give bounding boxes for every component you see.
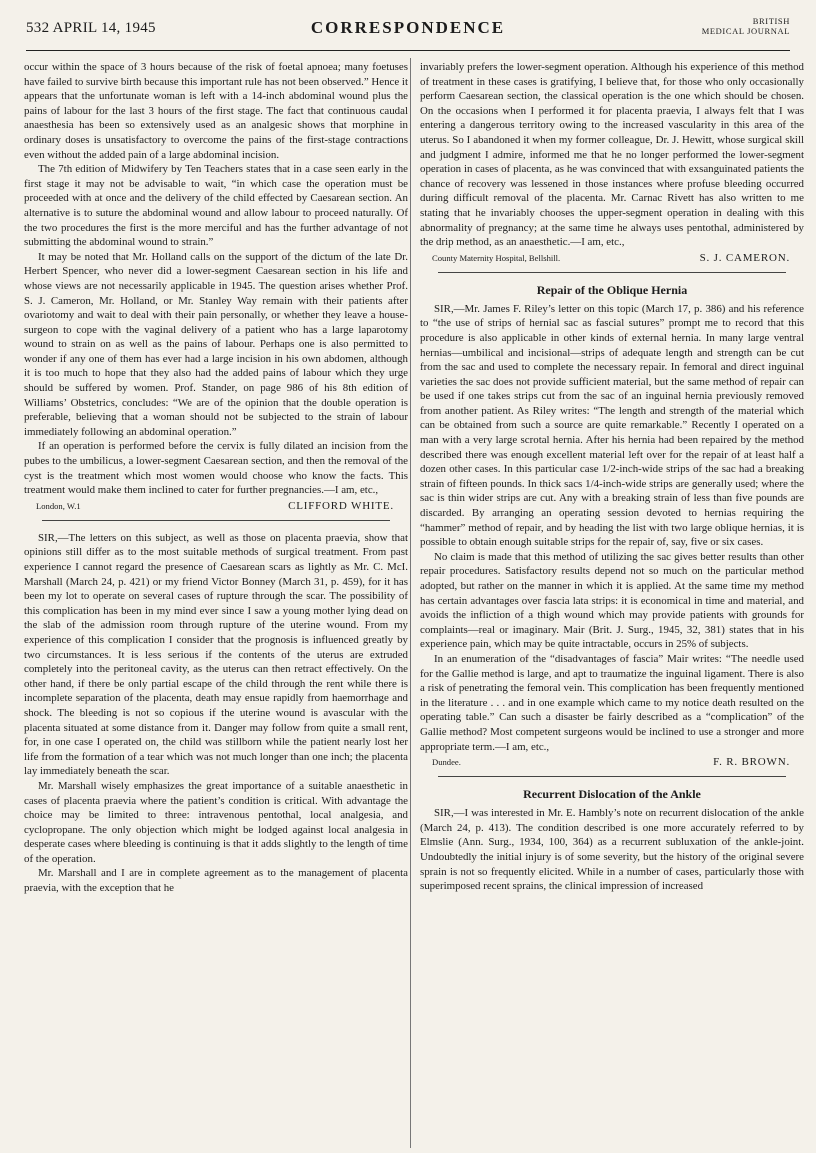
- journal-name-line2: MEDICAL JOURNAL: [701, 26, 790, 36]
- signature-name: CLIFFORD WHITE.: [288, 499, 394, 512]
- page-header: [26, 14, 790, 51]
- section-title: CORRESPONDENCE: [310, 18, 506, 37]
- signature-place: Dundee.: [432, 757, 461, 768]
- paragraph: No claim is made that this method of utilizing the sac gives better results than other repair procedures. Satisfactory results depend not so much on the particular method adopted, but rather on the manner in which it is applied. At the same time my method has certain advantages over fascia lata strips: it is economical in time and material, and avoids the infliction of a thigh wound which may provide patients with grounds for complaints—real or imaginary. Mair (Brit. J. Surg., 1945, 32, 381) states that in his experience pain, which may be quite intractable, occurs in 25% of subjects.: [420, 550, 804, 651]
- paragraph: If an operation is performed before the cervix is fully dilated an incision from the pubes to the umbilicus, a lower-segment Caesarean section, and then the removal of the cyst is the treatment which most women would choose who know the facts. This treatment would make them inclined to cater for further pregnancies.—I am, etc.,: [24, 440, 408, 497]
- signature-place: County Maternity Hospital, Bellshill.: [432, 252, 561, 263]
- signature-place: London, W.1: [36, 500, 81, 511]
- paragraph: In an enumeration of the “disadvantages of fascia” Mair writes: “The needle used for the Gallie method is large, and apt to traumatize the inguinal ligament. There is also a risk of penetrating the femoral vein. This complication has been frequently mentioned in the literature . . . and in one example which came to my notice death resulted on the operating table.” Can such a disaster be fairly described as a “complication” of the Gallie method? Most competent surgeons would be inclined to use a stronger and more appropriate term.—I am, etc.,: [420, 652, 804, 753]
- signature: [420, 756, 804, 768]
- section-divider: [438, 776, 786, 777]
- right-column: [420, 60, 804, 894]
- left-column: [24, 60, 408, 896]
- signature: [24, 500, 408, 512]
- paragraph: SIR,—The letters on this subject, as well as those on placenta praevia, show that opinions still differ as to the most suitable methods of surgical treatment. From past experience I cannot regard the presence of Caesarean scars as lightly as Mr. C. McI. Marshall (March 24, p. 421) or my friend Victor Bonney (March 31, p. 459), for it has been my lot to operate on several cases of rupture through the scar. The possibility of this complication has been in my mind ever since I saw a young mother lying dead on the slab of the admission room through rupture of the uterine wound. From my experience of this complication I consider that the prognosis is influenced greatly by two circumstances. It is less serious if the contents of the uterus are extruded completely into the peritoneal cavity, as the uterus can then retract effectively. On the other hand, if there be only partial escape of the child through the rent while there is incomplete separation of the placenta, death may ensue rapidly from haemorrhage and shock. The bleeding is not so copious if the uterine wound is avascular with the placenta situated at some distance from it. Danger may follow from quite a small rent, for, in one case I operated on, the child was stillborn while the patient nearly lost her life from the formation of a tear which was not much longer than one inch; the placenta lay immediately beneath the scar.: [24, 531, 408, 778]
- page-number-date: 532 APRIL 14, 1945: [26, 20, 156, 36]
- paragraph: invariably prefers the lower-segment operation. Although his experience of this method of treatment in these cases is gratifying, I believe that, for those who only occasionally perform Caesarean section, the classical operation is the one which should be chosen. On the occasions when I performed it for placenta praevia, I always felt that I was entering a dangerous territory owing to the increased vascularity in this area of the uterus. So I abandoned it when my former colleague, Dr. J. Hewitt, whose surgical skill and judgment I admire, informed me that he no longer performed the lower-segment operation in cases of placenta, as he was convinced that with exsanguinated patients the chance of recovery was lessened in those instances where profuse bleeding occurred during difficult removal of the placenta. Mr. Carnac Rivett has also written to me stating that he invariably chooses the upper-segment operation in dealing with this abnormality of pregnancy; at the same time he always uses pentothal, administered by the drip method, as an anaesthetic.—I am, etc.,: [420, 61, 804, 249]
- signature-name: F. R. BROWN.: [713, 756, 790, 769]
- article-heading: Repair of the Oblique Hernia: [536, 282, 688, 297]
- paragraph: The 7th edition of Midwifery by Ten Teachers states that in a case seen early in the first stage it may not be advisable to wait, “in which case the operation must be proceeded with at once and the delivery of the child effected by Caesarean section. An alternative is to suture the abdominal wound and allow labour to proceed naturally. Of the two procedures the first is the more merciful and has the further advantage of not submitting the abdominal wound to strain.”: [24, 163, 408, 249]
- paragraph: It may be noted that Mr. Holland calls on the support of the dictum of the late Dr. Herbert Spencer, who never did a lower-segment Caesarean section in his life and whose views are not necessarily applicable in 1945. The question arises whether Prof. S. J. Cameron, Mr. Holland, or Mr. Stanley Way remain with their patients after ovariotomy and wait to deal with their pain personally, or whether they leave a house-surgeon to cope with the vaginal delivery of a patient who has a large laparotomy wound to strain on as well as the pains of labour. Perhaps one is also permitted to wonder if any one of them has ever had a large incision in his own abdomen, although it is too much to hope that they also had the added pains of labour which they urge should be suffered by women. Prof. Stander, on page 986 of his 8th edition of Williams’ Obstetrics, concludes: “We are of the opinion that the double operation is preferable, believing that a woman should not be subjected to the strain of labour immediately following an abdominal operation.”: [24, 250, 408, 438]
- article-heading: Recurrent Dislocation of the Ankle: [523, 787, 701, 802]
- column-divider: [410, 58, 411, 1148]
- signature: [420, 252, 804, 264]
- journal-name: [702, 16, 790, 36]
- paragraph: Mr. Marshall wisely emphasizes the great importance of a suitable anaesthetic in cases of placenta praevia where the patient’s condition is critical. With advantage the choice may be limited to three: intravenous pentothal, local analgesia, and cyclopropane. The only objection which might be lodged against local analgesia in desperate cases where bleeding is continuing is that it adds slightly to the length of time of the operation.: [24, 779, 408, 865]
- letter-divider: [42, 520, 390, 521]
- signature-name: S. J. CAMERON.: [699, 251, 790, 264]
- paragraph: SIR,—I was interested in Mr. E. Hambly’s note on recurrent dislocation of the ankle (March 24, p. 413). The condition described is one more accurately referred to by Elmslie (Ann. Surg., 1934, 100, 364) as a recurrent subluxation of the ankle-joint. Undoubtedly the initial injury is of some severity, but the history of the original severe sprain is not so frequently elicited. While in a number of cases, particularly those with superimposed recent sprains, the clinical impression of increased: [420, 807, 804, 893]
- paragraph: Mr. Marshall and I are in complete agreement as to the management of placenta praevia, with the exception that he: [24, 867, 408, 895]
- paragraph: occur within the space of 3 hours because of the risk of foetal apnoea; many foetuses have failed to survive birth because this important rule has not been observed.” Hence it appears that the unfortunate woman is left with a 14-inch abdominal wound plus the pains of labour for the last 3 hours of the first stage. The fact that continuous caudal anaesthesia has been so extensively used as an analgesic shows that morphine in ordinary doses is unsatisfactory to overcome the pains of the first-stage contractions even without the added pain of a large abdominal incision.: [24, 61, 408, 161]
- section-divider: [438, 272, 786, 273]
- journal-name-line1: BRITISH: [752, 16, 790, 26]
- paragraph: SIR,—Mr. James F. Riley’s letter on this topic (March 17, p. 386) and his reference to “the use of strips of hernial sac as fascial sutures” prompt me to record that this procedure is also applicable in other kinds of external hernia. In many large ventral hernias—umbilical and incisional—strips of adequate length and strength can be cut from the sac and used to complete the necessary repair. In femoral and direct inguinal varieties the sac does not provide sufficient material, but the same method of repair can be used if one takes strips cut from the sac of an inguinal hernia previously removed from another patient. As Riley writes: “The length and strength of the material which can be obtained from such a source are quite remarkable.” Recently I operated on a man with a very large scrotal hernia. After his hernia had been repaired by the method described there was enough excellent material left over for the repair of at least half a dozen other cases. In this particular case 1/2-inch-wide strips of the sac had a breaking strain of fifteen pounds. In thick sacs 1/4-inch-wide strips are generally used; where the sac is thin wider strips are cut. Any with a breaking strain of less than five pounds are discarded. By arranging an operating session devoted to hernias requiring the “hammer” method of repair, and by heading the list with two large oblique hernias, it is possible to obtain enough suitable strips for the repair of, say, five or six cases.: [420, 302, 804, 549]
